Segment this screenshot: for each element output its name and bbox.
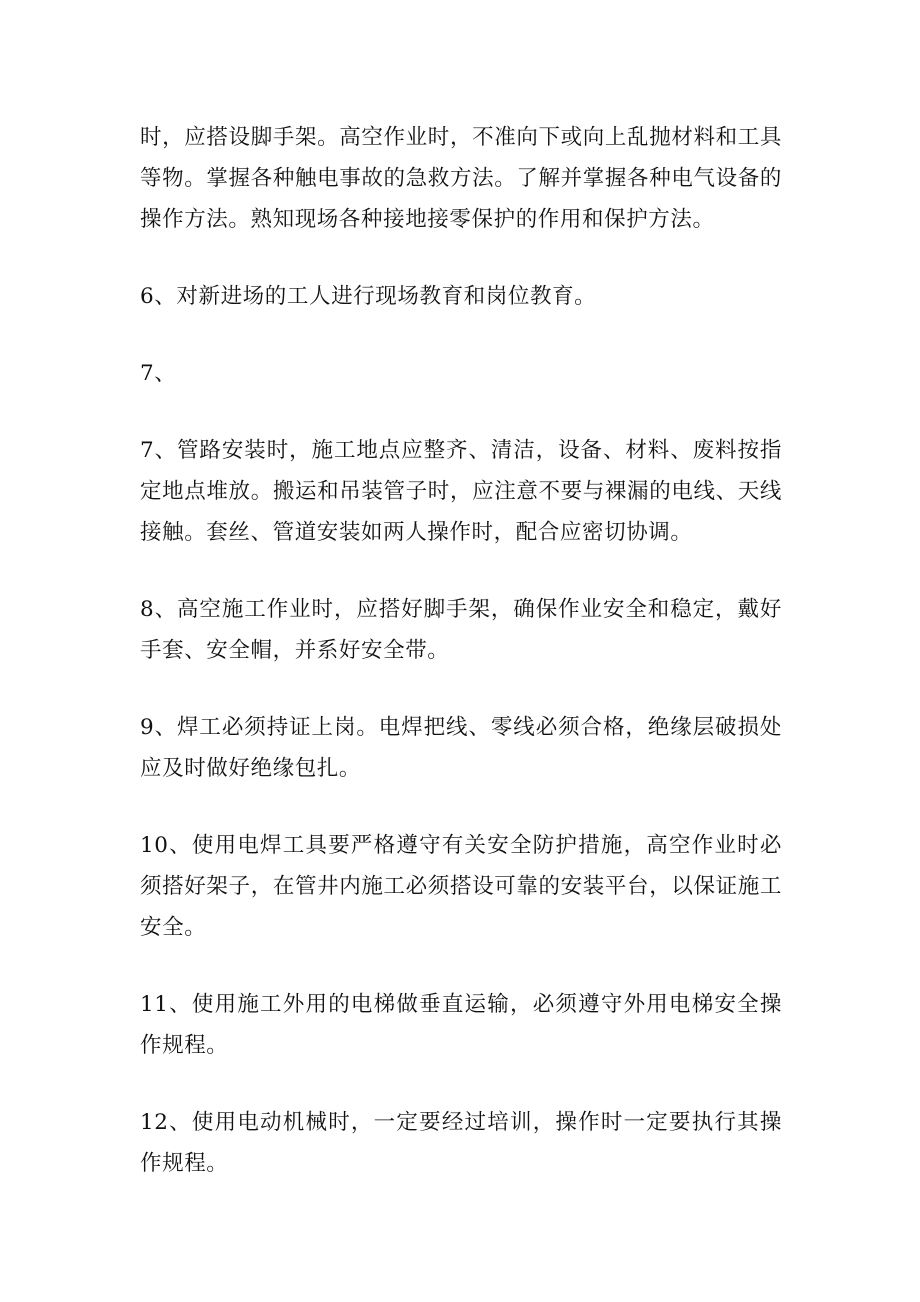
document-body bbox=[140, 117, 782, 1220]
paragraph-item-6: 6、对新进场的工人进行现场教育和岗位教育。 bbox=[140, 284, 597, 309]
paragraph-item-12: 12、使用电动机械时，一定要经过培训，操作时一定要执行其操作规程。 bbox=[140, 1110, 782, 1176]
paragraph-item-7-empty: 7、 bbox=[140, 361, 177, 386]
paragraph-item-10: 10、使用电焊工具要严格遵守有关安全防护措施，高空作业时必须搭好架子，在管井内施工必须搭设可靠的安装平台，以保证施工安全。 bbox=[140, 833, 782, 940]
paragraph-item-9: 9、焊工必须持证上岗。电焊把线、零线必须合格，绝缘层破损处应及时做好绝缘包扎。 bbox=[140, 715, 782, 781]
paragraph-continuation: 时，应搭设脚手架。高空作业时，不准向下或向上乱抛材料和工具等物。掌握各种触电事故的急救方法。了解并掌握各种电气设备的操作方法。熟知现场各种接地接零保护的作用和保护方法。 bbox=[140, 125, 782, 232]
paragraph-item-11: 11、使用施工外用的电梯做垂直运输，必须遵守外用电梯安全操作规程。 bbox=[140, 992, 782, 1058]
paragraph-item-8: 8、高空施工作业时，应搭好脚手架，确保作业安全和稳定，戴好手套、安全帽，并系好安全带。 bbox=[140, 597, 782, 663]
paragraph-item-7: 7、管路安装时，施工地点应整齐、清洁，设备、材料、废料按指定地点堆放。搬运和吊装管子时，应注意不要与裸漏的电线、天线接触。套丝、管道安装如两人操作时，配合应密切协调。 bbox=[140, 438, 782, 545]
